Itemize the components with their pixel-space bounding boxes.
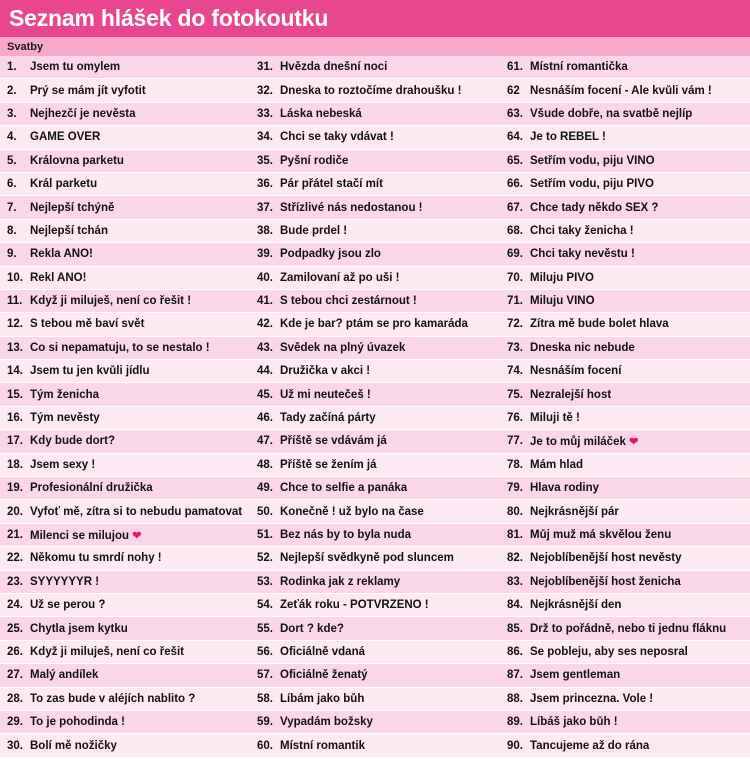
list-item-label: Už se perou ? — [30, 599, 106, 612]
list-item-label: Nezralejší host — [530, 388, 612, 401]
list-item[interactable] — [500, 383, 750, 406]
list-item[interactable] — [250, 547, 500, 570]
list-item[interactable] — [500, 196, 750, 219]
list-item-number: 42. — [257, 318, 273, 331]
list-item[interactable] — [0, 477, 250, 500]
list-item-number: 34. — [257, 131, 273, 144]
list-item[interactable] — [500, 711, 750, 734]
list-item-label: Tým nevěsty — [30, 412, 100, 425]
list-item-number: 56. — [257, 645, 273, 658]
list-item-number: 70. — [507, 271, 523, 284]
list-item-label: Milenci se milujou ❤ — [30, 529, 142, 542]
list-item-label: Místní romantička — [530, 61, 628, 74]
list-item-number: 44. — [257, 365, 273, 378]
list-item-label: Hvězda dnešní noci — [280, 61, 388, 74]
list-item-label: Pár přátel stačí mít — [280, 178, 383, 191]
list-item-number: 5. — [7, 154, 17, 167]
list-item-number: 78. — [507, 458, 523, 471]
list-item-label: Nejoblíbenější host ženicha — [530, 575, 681, 588]
list-item-label: Tady začíná párty — [280, 412, 376, 425]
list-item-number: 33. — [257, 107, 273, 120]
list-item[interactable] — [500, 571, 750, 594]
list-item-label: Když ji miluješ, není co řešit ! — [30, 295, 192, 308]
list-item-label: Miluji tě ! — [530, 412, 580, 425]
list-item-number: 87. — [507, 669, 523, 682]
list-item[interactable] — [500, 454, 750, 477]
list-item-number: 41. — [257, 295, 273, 308]
list-item-label: Nejkrásnější den — [530, 599, 622, 612]
list-item-number: 65. — [507, 154, 523, 167]
list-item-label: Řekla ANO! — [30, 248, 93, 261]
list-item-label: Jsem tu omylem — [30, 61, 121, 74]
list-item[interactable] — [500, 688, 750, 711]
list-item-label: Oficiálně ženatý — [280, 669, 368, 682]
list-item[interactable] — [0, 734, 250, 757]
list-item-number: 11. — [7, 295, 23, 308]
list-item[interactable] — [500, 430, 750, 453]
list-item[interactable] — [250, 56, 500, 79]
list-item[interactable] — [0, 688, 250, 711]
list-item[interactable] — [500, 547, 750, 570]
list-item-label: Král parketu — [30, 178, 98, 191]
list-item[interactable] — [500, 337, 750, 360]
list-item-label: Mám hlad — [530, 458, 584, 471]
list-item-number: 83. — [507, 575, 523, 588]
list-columns — [0, 56, 750, 758]
list-item-number: 38. — [257, 224, 273, 237]
list-item-label: Chci taky nevěstu ! — [530, 248, 635, 261]
list-item[interactable] — [250, 103, 500, 126]
list-item-number: 71. — [507, 295, 523, 308]
list-item-number: 79. — [507, 482, 523, 495]
list-item-number: 73. — [507, 341, 523, 354]
list-item[interactable] — [250, 477, 500, 500]
list-item-number: 82. — [507, 552, 523, 565]
list-item[interactable] — [250, 196, 500, 219]
list-item-label: Královna parketu — [30, 154, 124, 167]
list-item-number: 15. — [7, 388, 23, 401]
list-item-label: S tebou chci zestárnout ! — [280, 295, 417, 308]
list-item-number: 39. — [257, 248, 273, 261]
list-item-number: 43. — [257, 341, 273, 354]
list-item-label: Příště se vdávám já — [280, 435, 387, 448]
list-item[interactable] — [250, 688, 500, 711]
list-item-label: Chci taky ženicha ! — [530, 224, 634, 237]
list-item[interactable] — [0, 243, 250, 266]
list-item-label: Je to můj miláček ❤ — [530, 435, 639, 448]
list-item[interactable] — [250, 407, 500, 430]
list-item[interactable] — [250, 617, 500, 640]
list-item[interactable] — [0, 524, 250, 547]
list-item-label: Všude dobře, na svatbě nejlíp — [530, 107, 693, 120]
list-item-label: Zamilovaní až po uši ! — [280, 271, 400, 284]
list-item[interactable] — [0, 267, 250, 290]
list-item[interactable] — [250, 430, 500, 453]
list-item-number: 81. — [507, 529, 523, 541]
list-item[interactable] — [250, 150, 500, 173]
list-item-label: Tancujeme až do rána — [530, 739, 650, 752]
list-item[interactable] — [0, 56, 250, 79]
list-item-label: GAME OVER — [30, 131, 101, 144]
list-item-label: Někomu tu smrdí nohy ! — [30, 552, 162, 565]
section-label: Svatby — [7, 40, 44, 53]
list-item[interactable] — [0, 617, 250, 640]
list-item-number: 32. — [257, 84, 273, 97]
list-item[interactable] — [500, 313, 750, 336]
list-item-label: Vyfoť mě, zítra si to nebudu pamatovat — [30, 505, 243, 518]
list-item-label: Nejoblíbenější host nevěsty — [530, 552, 682, 565]
list-item-label: Konečně ! už bylo na čase — [280, 505, 424, 518]
list-item[interactable] — [0, 196, 250, 219]
list-item-number: 75. — [507, 388, 523, 401]
list-item-label: Jsem gentleman — [530, 669, 621, 682]
list-item-number: 24. — [7, 599, 23, 612]
list-item[interactable] — [0, 430, 250, 453]
list-item-number: 30. — [7, 739, 23, 752]
list-item-label: Zeťák roku - POTVRZENO ! — [280, 599, 429, 612]
list-item-label: Jsem tu jen kvůli jídlu — [30, 365, 150, 378]
list-item-label: Láska nebeská — [280, 107, 362, 120]
list-item[interactable] — [0, 547, 250, 570]
list-item-number: 47. — [257, 435, 273, 448]
list-item-label: Prý se mám jít vyfotit — [30, 84, 146, 97]
list-item-number: 27. — [7, 669, 23, 682]
list-item-label: S tebou mě baví svět — [30, 318, 145, 331]
list-item-number: 90. — [507, 739, 523, 752]
list-item[interactable] — [500, 594, 750, 617]
list-item-number: 49. — [257, 482, 273, 495]
list-item[interactable] — [250, 383, 500, 406]
list-item-label: Místní romantik — [280, 739, 365, 752]
list-item-number: 46. — [257, 412, 273, 425]
list-item-number: 48. — [257, 458, 273, 471]
list-item-label: Se pobleju, aby ses neposral — [530, 645, 688, 658]
list-item-number: 50. — [257, 505, 273, 518]
list-item-number: 1. — [7, 61, 17, 74]
list-item[interactable] — [0, 79, 250, 102]
list-item-label: To je pohodinda ! — [30, 716, 125, 729]
list-item[interactable] — [0, 126, 250, 149]
list-item[interactable] — [500, 243, 750, 266]
list-item[interactable] — [500, 524, 750, 547]
list-item[interactable] — [500, 617, 750, 640]
list-item[interactable] — [500, 734, 750, 757]
list-item-number: 89. — [507, 716, 523, 729]
list-item-number: 19. — [7, 482, 23, 495]
list-item-number: 64. — [507, 131, 523, 144]
list-item-label: Dneska nic nebude — [530, 341, 635, 354]
list-item[interactable] — [500, 150, 750, 173]
list-column-2 — [250, 56, 500, 758]
list-item-label: Kde je bar? ptám se pro kamaráda — [280, 318, 468, 331]
list-item-number: 9. — [7, 248, 17, 261]
list-item-label: Šetřím vodu, piju PIVO — [530, 178, 654, 191]
list-item[interactable] — [0, 103, 250, 126]
list-item-number: 7. — [7, 201, 17, 214]
list-item-number: 80. — [507, 505, 523, 518]
list-item-number: 76. — [507, 412, 523, 425]
list-item-number: 45. — [257, 388, 273, 401]
list-item-label: Jsem princezna. Vole ! — [530, 692, 654, 705]
list-item-label: Můj muž má skvělou ženu — [530, 529, 672, 541]
list-item-label: Nejlepší tchán — [30, 224, 108, 237]
list-item-number: 85. — [507, 622, 523, 635]
list-item-label: Podpadky jsou zlo — [280, 248, 381, 261]
list-item-number: 36. — [257, 178, 273, 191]
list-item[interactable] — [500, 267, 750, 290]
list-item-number: 28. — [7, 692, 23, 705]
list-item-label: Chci se taky vdávat ! — [280, 131, 394, 144]
list-item[interactable] — [250, 290, 500, 313]
list-item-number: 69. — [507, 248, 523, 261]
list-item[interactable] — [0, 594, 250, 617]
list-item[interactable] — [500, 664, 750, 687]
list-item-label: Nejlepší tchýně — [30, 201, 115, 214]
list-item[interactable] — [500, 360, 750, 383]
list-item[interactable] — [250, 454, 500, 477]
list-item[interactable] — [0, 454, 250, 477]
list-item-number: 52. — [257, 552, 273, 565]
list-column-1 — [0, 56, 250, 758]
list-item-number: 55. — [257, 622, 273, 635]
list-item-label: Miluju PIVO — [530, 271, 594, 284]
list-item[interactable] — [250, 664, 500, 687]
heart-icon: ❤ — [132, 529, 142, 542]
list-item[interactable] — [250, 641, 500, 664]
list-item[interactable] — [250, 571, 500, 594]
list-item[interactable] — [500, 641, 750, 664]
list-item[interactable] — [250, 711, 500, 734]
list-item[interactable] — [500, 103, 750, 126]
list-item-number: 40. — [257, 271, 273, 284]
list-item[interactable] — [0, 383, 250, 406]
list-item-label: Nejlepší svědkyně pod sluncem — [280, 552, 454, 565]
list-item-label: Bude prdel ! — [280, 224, 348, 237]
list-item-number: 21. — [7, 529, 23, 541]
list-item[interactable] — [500, 79, 750, 102]
list-item-label: Příště se žením já — [280, 458, 377, 471]
list-item-label: Střízlivé nás nedostanou ! — [280, 201, 423, 214]
list-item[interactable] — [250, 267, 500, 290]
list-item-label: Dort ? kde? — [280, 622, 344, 635]
list-item-number: 53. — [257, 575, 273, 588]
list-item-label: Bez nás by to byla nuda — [280, 529, 411, 541]
list-item-label: Dneska to roztočíme drahoušku ! — [280, 84, 462, 97]
list-item-number: 68. — [507, 224, 523, 237]
list-item-label: Šetřím vodu, piju VÍNO — [530, 154, 655, 167]
list-item[interactable] — [500, 500, 750, 523]
list-item-number: 8. — [7, 224, 17, 237]
list-item-label: Bolí mě nožičky — [30, 739, 117, 752]
list-item-number: 72. — [507, 318, 523, 331]
list-item-number: 17. — [7, 435, 23, 448]
list-item-label: SÝÝÝÝÝÝR ! — [30, 575, 100, 588]
list-item-number: 25. — [7, 622, 23, 635]
list-item-number: 57. — [257, 669, 273, 682]
list-item-number: 26. — [7, 645, 23, 658]
list-item-number: 58. — [257, 692, 273, 705]
list-item-label: Svědek na plný úvazek — [280, 341, 406, 354]
list-item-number: 63. — [507, 107, 523, 120]
list-item-number: 84. — [507, 599, 523, 612]
list-item[interactable] — [250, 594, 500, 617]
section-header — [0, 37, 750, 56]
list-item-number: 88. — [507, 692, 523, 705]
list-item-label: To zas bude v aléjích nablito ? — [30, 692, 196, 705]
list-item-number: 31. — [257, 61, 273, 74]
list-item-number: 62 — [507, 84, 520, 97]
list-item-number: 20. — [7, 505, 23, 518]
list-item[interactable] — [500, 290, 750, 313]
list-item[interactable] — [0, 150, 250, 173]
list-item-number: 6. — [7, 178, 17, 191]
list-item-label: Malý andílek — [30, 669, 99, 682]
list-item[interactable] — [500, 126, 750, 149]
heart-icon: ❤ — [629, 435, 639, 448]
list-item[interactable] — [250, 360, 500, 383]
list-item[interactable] — [250, 500, 500, 523]
list-item-number: 74. — [507, 365, 523, 378]
list-item[interactable] — [0, 220, 250, 243]
list-item[interactable] — [250, 337, 500, 360]
list-item-number: 59. — [257, 716, 273, 729]
list-item-number: 77. — [507, 435, 523, 448]
list-item-number: 23. — [7, 575, 23, 588]
list-item[interactable] — [0, 500, 250, 523]
list-item-label: Rodinka jak z reklamy — [280, 575, 401, 588]
list-item-label: Tým ženicha — [30, 388, 100, 401]
list-item-label: Oficiálně vdaná — [280, 645, 366, 658]
list-item[interactable] — [0, 360, 250, 383]
list-item-number: 16. — [7, 412, 23, 425]
list-item-number: 61. — [507, 61, 523, 74]
list-item-label: Hlava rodiny — [530, 482, 600, 495]
title-bar — [0, 0, 750, 37]
list-item-label: Co si nepamatuju, to se nestalo ! — [30, 341, 210, 354]
list-item-label: Pyšní rodiče — [280, 154, 349, 167]
list-item-label: Nesnáším focení - Ale kvůli vám ! — [530, 84, 712, 97]
list-item-label: Nesnáším focení — [530, 365, 622, 378]
list-item-number: 4. — [7, 131, 17, 144]
list-item[interactable] — [250, 220, 500, 243]
list-item-label: Nejhezčí je nevěsta — [30, 107, 136, 120]
list-item[interactable] — [500, 56, 750, 79]
list-item-label: Líbám jako bůh — [280, 692, 365, 705]
page-title: Seznam hlášek do fotokoutku — [9, 5, 329, 31]
list-item-number: 86. — [507, 645, 523, 658]
list-item[interactable] — [0, 664, 250, 687]
list-item[interactable] — [0, 290, 250, 313]
list-item-number: 66. — [507, 178, 523, 191]
list-item[interactable] — [500, 477, 750, 500]
list-item-number: 29. — [7, 716, 23, 729]
list-item-label: Chce tady někdo SEX ? — [530, 201, 659, 214]
list-item-number: 2. — [7, 84, 17, 97]
list-item[interactable] — [0, 313, 250, 336]
list-item-label: Líbáš jako bůh ! — [530, 716, 618, 729]
list-item-label: Už mi neutečeš ! — [280, 388, 371, 401]
list-item-number: 18. — [7, 458, 23, 471]
list-item-number: 35. — [257, 154, 273, 167]
list-item[interactable] — [250, 734, 500, 757]
list-item-label: Jsem sexy ! — [30, 458, 96, 471]
list-item-label: Když ji miluješ, není co řešit — [30, 645, 185, 658]
list-item-number: 22. — [7, 552, 23, 565]
list-column-3 — [500, 56, 750, 758]
list-item[interactable] — [250, 524, 500, 547]
list-item[interactable] — [250, 126, 500, 149]
list-item[interactable] — [500, 220, 750, 243]
list-item-number: 60. — [257, 739, 273, 752]
list-item-label: Družička v akci ! — [280, 365, 371, 378]
list-item-label: Zítra mě bude bolet hlava — [530, 318, 669, 331]
list-item[interactable] — [250, 243, 500, 266]
list-item[interactable] — [500, 173, 750, 196]
list-item-label: Řekl ANO! — [30, 271, 87, 284]
list-item[interactable] — [500, 407, 750, 430]
list-item-number: 10. — [7, 271, 23, 284]
list-item-label: Miluju VÍNO — [530, 295, 595, 308]
list-item-number: 12. — [7, 318, 23, 331]
list-item[interactable] — [0, 337, 250, 360]
list-item[interactable] — [0, 641, 250, 664]
list-item[interactable] — [0, 571, 250, 594]
list-item-label: Vypadám božsky — [280, 716, 373, 729]
list-item-label: Drž to pořádně, nebo ti jednu fláknu — [530, 622, 727, 635]
list-item-number: 37. — [257, 201, 273, 214]
list-item[interactable] — [250, 79, 500, 102]
list-item-number: 13. — [7, 341, 23, 354]
list-item[interactable] — [0, 173, 250, 196]
list-item-number: 54. — [257, 599, 273, 612]
list-item-label: Je to REBEL ! — [530, 131, 606, 144]
list-item-label: Kdy bude dort? — [30, 435, 115, 448]
list-item-label: Chce to selfie a panáka — [280, 482, 408, 495]
list-item-number: 14. — [7, 365, 23, 378]
list-item[interactable] — [0, 711, 250, 734]
list-item-label: Profesionální družička — [30, 482, 153, 495]
list-item[interactable] — [250, 173, 500, 196]
list-item-number: 3. — [7, 107, 17, 120]
list-item-number: 67. — [507, 201, 523, 214]
list-item-label: Chytla jsem kytku — [30, 622, 128, 635]
list-item[interactable] — [250, 313, 500, 336]
list-item-number: 51. — [257, 529, 273, 541]
list-item-label: Nejkrásnější pár — [530, 505, 619, 518]
list-item[interactable] — [0, 407, 250, 430]
